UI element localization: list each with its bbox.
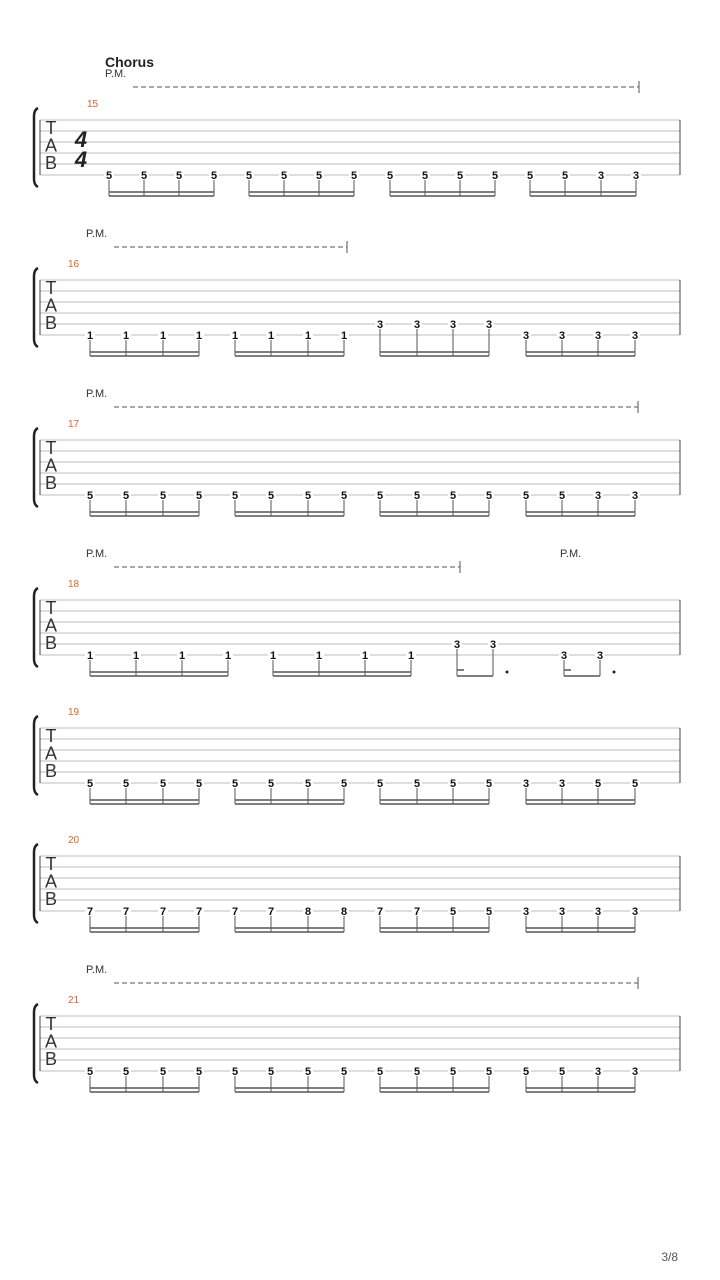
tab-clef-t: T bbox=[45, 278, 57, 298]
fret-number: 5 bbox=[195, 778, 203, 790]
fret-number: 1 bbox=[315, 650, 323, 662]
fret-number: 5 bbox=[421, 170, 429, 182]
fret-number: 5 bbox=[195, 490, 203, 502]
fret-number: 3 bbox=[449, 319, 457, 331]
fret-number: 5 bbox=[386, 170, 394, 182]
fret-number: 5 bbox=[526, 170, 534, 182]
tab-clef-b: B bbox=[44, 473, 58, 493]
fret-number: 5 bbox=[449, 778, 457, 790]
fret-number: 1 bbox=[361, 650, 369, 662]
fret-number: 3 bbox=[453, 639, 461, 651]
fret-number: 5 bbox=[522, 490, 530, 502]
fret-number: 1 bbox=[195, 330, 203, 342]
fret-number: 5 bbox=[159, 490, 167, 502]
tab-clef-a: A bbox=[44, 295, 58, 316]
tab-clef-t: T bbox=[45, 598, 57, 618]
fret-number: 8 bbox=[340, 906, 348, 918]
staff-system-20 bbox=[34, 835, 680, 932]
fret-number: 3 bbox=[558, 330, 566, 342]
tab-clef-b: B bbox=[44, 761, 58, 781]
fret-number: 5 bbox=[210, 170, 218, 182]
measure-number: 19 bbox=[68, 707, 80, 718]
fret-number: 3 bbox=[594, 906, 602, 918]
fret-number: 3 bbox=[413, 319, 421, 331]
tab-clef-b: B bbox=[44, 313, 58, 333]
fret-number: 1 bbox=[269, 650, 277, 662]
fret-number: 1 bbox=[132, 650, 140, 662]
fret-number: 5 bbox=[340, 1066, 348, 1078]
palm-mute-label: P.M. bbox=[86, 228, 108, 240]
fret-number: 5 bbox=[195, 1066, 203, 1078]
fret-number: 5 bbox=[231, 1066, 239, 1078]
tab-clef-t: T bbox=[45, 1014, 57, 1034]
fret-number: 7 bbox=[231, 906, 239, 918]
measure-number: 15 bbox=[87, 99, 99, 110]
fret-number: 5 bbox=[413, 490, 421, 502]
fret-number: 1 bbox=[340, 330, 348, 342]
tab-clef-a: A bbox=[44, 743, 58, 764]
fret-number: 1 bbox=[178, 650, 186, 662]
fret-number: 5 bbox=[340, 778, 348, 790]
fret-number: 5 bbox=[280, 170, 288, 182]
tab-clef-a: A bbox=[44, 455, 58, 476]
palm-mute-label: P.M. bbox=[86, 964, 108, 976]
tab-clef-a: A bbox=[44, 871, 58, 892]
fret-number: 3 bbox=[632, 170, 640, 182]
staff-system-16 bbox=[34, 228, 680, 356]
palm-mute-label: P.M. bbox=[105, 68, 127, 80]
tab-clef-a: A bbox=[44, 135, 58, 156]
fret-number: 3 bbox=[522, 778, 530, 790]
fret-number: 1 bbox=[267, 330, 275, 342]
fret-number: 5 bbox=[413, 1066, 421, 1078]
tab-clef-b: B bbox=[44, 1049, 58, 1069]
fret-number: 5 bbox=[159, 1066, 167, 1078]
fret-number: 1 bbox=[224, 650, 232, 662]
fret-number: 3 bbox=[631, 906, 639, 918]
fret-number: 5 bbox=[558, 490, 566, 502]
fret-number: 3 bbox=[558, 906, 566, 918]
fret-number: 3 bbox=[596, 650, 604, 662]
fret-number: 1 bbox=[231, 330, 239, 342]
fret-number: 5 bbox=[485, 778, 493, 790]
fret-number: 1 bbox=[304, 330, 312, 342]
measure-number: 20 bbox=[68, 835, 80, 846]
fret-number: 5 bbox=[491, 170, 499, 182]
time-signature-top: 4 bbox=[74, 127, 88, 152]
tab-clef-t: T bbox=[45, 118, 57, 138]
measure-number: 18 bbox=[68, 579, 80, 590]
fret-number: 5 bbox=[175, 170, 183, 182]
fret-number: 5 bbox=[105, 170, 113, 182]
tab-clef-t: T bbox=[45, 438, 57, 458]
fret-number: 5 bbox=[376, 1066, 384, 1078]
fret-number: 5 bbox=[140, 170, 148, 182]
fret-number: 5 bbox=[631, 778, 639, 790]
staff-bracket bbox=[34, 268, 38, 347]
fret-number: 3 bbox=[594, 330, 602, 342]
fret-number: 7 bbox=[376, 906, 384, 918]
fret-number: 5 bbox=[231, 778, 239, 790]
fret-number: 5 bbox=[122, 778, 130, 790]
staff-bracket bbox=[34, 1004, 38, 1083]
fret-number: 5 bbox=[86, 778, 94, 790]
fret-number: 5 bbox=[376, 778, 384, 790]
staff-system-19 bbox=[34, 707, 680, 804]
fret-number: 5 bbox=[245, 170, 253, 182]
page-number: 3/8 bbox=[661, 1250, 678, 1264]
fret-number: 1 bbox=[86, 650, 94, 662]
fret-number: 3 bbox=[631, 330, 639, 342]
staff-system-18 bbox=[34, 548, 680, 676]
fret-number: 5 bbox=[267, 778, 275, 790]
palm-mute-label: P.M. bbox=[86, 388, 108, 400]
fret-number: 5 bbox=[304, 778, 312, 790]
staff-system-17 bbox=[34, 388, 680, 516]
fret-number: 1 bbox=[407, 650, 415, 662]
fret-number: 3 bbox=[489, 639, 497, 651]
fret-number: 1 bbox=[159, 330, 167, 342]
staff-bracket bbox=[34, 588, 38, 667]
dot bbox=[613, 671, 616, 674]
fret-number: 5 bbox=[122, 1066, 130, 1078]
fret-number: 3 bbox=[376, 319, 384, 331]
fret-number: 5 bbox=[304, 490, 312, 502]
fret-number: 5 bbox=[485, 490, 493, 502]
fret-number: 5 bbox=[456, 170, 464, 182]
fret-number: 5 bbox=[485, 906, 493, 918]
fret-number: 7 bbox=[413, 906, 421, 918]
fret-number: 5 bbox=[594, 778, 602, 790]
fret-number: 7 bbox=[195, 906, 203, 918]
fret-number: 5 bbox=[561, 170, 569, 182]
fret-number: 1 bbox=[122, 330, 130, 342]
fret-number: 5 bbox=[267, 1066, 275, 1078]
tab-clef-b: B bbox=[44, 633, 58, 653]
tab-clef-a: A bbox=[44, 1031, 58, 1052]
staff-bracket bbox=[34, 844, 38, 923]
fret-number: 3 bbox=[631, 1066, 639, 1078]
staff-system-21 bbox=[34, 964, 680, 1092]
fret-number: 5 bbox=[86, 490, 94, 502]
tab-clef-t: T bbox=[45, 854, 57, 874]
fret-number: 5 bbox=[449, 1066, 457, 1078]
staff-system-15 bbox=[34, 68, 680, 196]
fret-number: 3 bbox=[485, 319, 493, 331]
fret-number: 5 bbox=[558, 1066, 566, 1078]
fret-number: 5 bbox=[304, 1066, 312, 1078]
tab-clef-t: T bbox=[45, 726, 57, 746]
fret-number: 5 bbox=[522, 1066, 530, 1078]
measure-number: 21 bbox=[68, 995, 80, 1006]
staff-bracket bbox=[34, 428, 38, 507]
fret-number: 1 bbox=[86, 330, 94, 342]
fret-number: 5 bbox=[267, 490, 275, 502]
staff-bracket bbox=[34, 716, 38, 795]
fret-number: 3 bbox=[522, 906, 530, 918]
fret-number: 3 bbox=[594, 490, 602, 502]
palm-mute-label: P.M. bbox=[560, 548, 582, 560]
fret-number: 3 bbox=[594, 1066, 602, 1078]
fret-number: 5 bbox=[350, 170, 358, 182]
measure-number: 16 bbox=[68, 259, 80, 270]
palm-mute-label: P.M. bbox=[86, 548, 108, 560]
time-signature-bottom: 4 bbox=[74, 147, 88, 172]
fret-number: 5 bbox=[413, 778, 421, 790]
fret-number: 5 bbox=[315, 170, 323, 182]
section-title: Chorus bbox=[105, 54, 154, 70]
tab-clef-b: B bbox=[44, 153, 58, 173]
tab-clef-a: A bbox=[44, 615, 58, 636]
fret-number: 5 bbox=[485, 1066, 493, 1078]
fret-number: 5 bbox=[231, 490, 239, 502]
fret-number: 3 bbox=[558, 778, 566, 790]
fret-number: 5 bbox=[159, 778, 167, 790]
fret-number: 7 bbox=[122, 906, 130, 918]
fret-number: 5 bbox=[449, 906, 457, 918]
fret-number: 3 bbox=[522, 330, 530, 342]
tab-clef-b: B bbox=[44, 889, 58, 909]
fret-number: 7 bbox=[159, 906, 167, 918]
fret-number: 3 bbox=[597, 170, 605, 182]
fret-number: 7 bbox=[267, 906, 275, 918]
fret-number: 5 bbox=[122, 490, 130, 502]
dot bbox=[506, 671, 509, 674]
fret-number: 5 bbox=[449, 490, 457, 502]
fret-number: 3 bbox=[631, 490, 639, 502]
staff-bracket bbox=[34, 108, 38, 187]
fret-number: 5 bbox=[340, 490, 348, 502]
fret-number: 7 bbox=[86, 906, 94, 918]
measure-number: 17 bbox=[68, 419, 80, 430]
fret-number: 8 bbox=[304, 906, 312, 918]
fret-number: 5 bbox=[86, 1066, 94, 1078]
fret-number: 5 bbox=[376, 490, 384, 502]
fret-number: 3 bbox=[560, 650, 568, 662]
